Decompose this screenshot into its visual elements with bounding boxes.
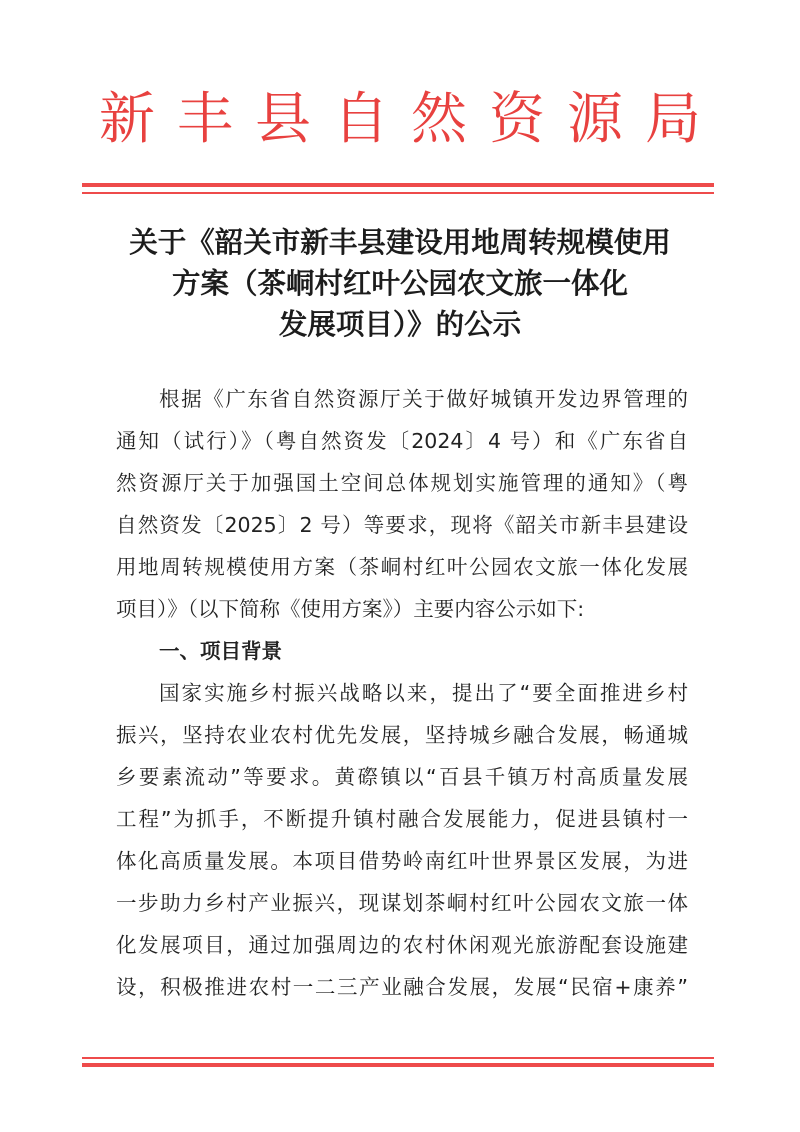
header-rule-thick — [82, 183, 714, 187]
section-heading-background: 一、项目背景 — [159, 639, 282, 663]
paragraph-line: 振兴，坚持农业农村优先发展，坚持城乡融合发展，畅通城 — [116, 723, 688, 747]
title-line-2: 方案（茶峒村红叶公园农文旅一体化 — [171, 266, 628, 300]
paragraph-line: 设，积极推进农村一二三产业融合发展，发展“民宿+康养” — [116, 975, 688, 999]
paragraph-line: 化发展项目，通过加强周边的农村休闲观光旅游配套设施建 — [116, 933, 688, 957]
paragraph-line: 一步助力乡村产业振兴，现谋划茶峒村红叶公园农文旅一体 — [116, 891, 688, 915]
footer-rule-thin — [82, 1057, 714, 1059]
paragraph-line: 国家实施乡村振兴战略以来，提出了“要全面推进乡村 — [159, 681, 688, 705]
intro-line: 项目）》（以下简称《使用方案》）主要内容公示如下: — [116, 597, 585, 621]
intro-line: 通知（试行）》（粤自然资发〔2024〕4 号）和《广东省自 — [116, 429, 688, 453]
document-body — [116, 378, 688, 1008]
paragraph-line: 工程”为抓手，不断提升镇村融合发展能力，促进县镇村一 — [116, 807, 688, 831]
paragraph-line: 体化高质量发展。本项目借势岭南红叶世界景区发展，为进 — [116, 849, 688, 873]
title-line-1: 关于《韶关市新丰县建设用地周转规模使用 — [129, 225, 671, 259]
intro-line: 根据《广东省自然资源厅关于做好城镇开发边界管理的 — [159, 387, 688, 411]
intro-line: 自然资发〔2025〕2 号）等要求，现将《韶关市新丰县建设 — [116, 513, 688, 537]
document-title — [100, 222, 700, 345]
issuer-name: 新丰县自然资源局 — [99, 87, 723, 152]
header-rule-thin — [82, 192, 714, 194]
intro-line: 用地周转规模使用方案（茶峒村红叶公园农文旅一体化发展 — [116, 555, 688, 579]
title-line-3: 发展项目）》的公示 — [278, 307, 522, 341]
footer-rule-thick — [82, 1063, 714, 1067]
paragraph-line: 乡要素流动”等要求。黄磜镇以“百县千镇万村高质量发展 — [116, 765, 688, 789]
intro-line: 然资源厅关于加强国土空间总体规划实施管理的通知》（粤 — [116, 471, 688, 495]
